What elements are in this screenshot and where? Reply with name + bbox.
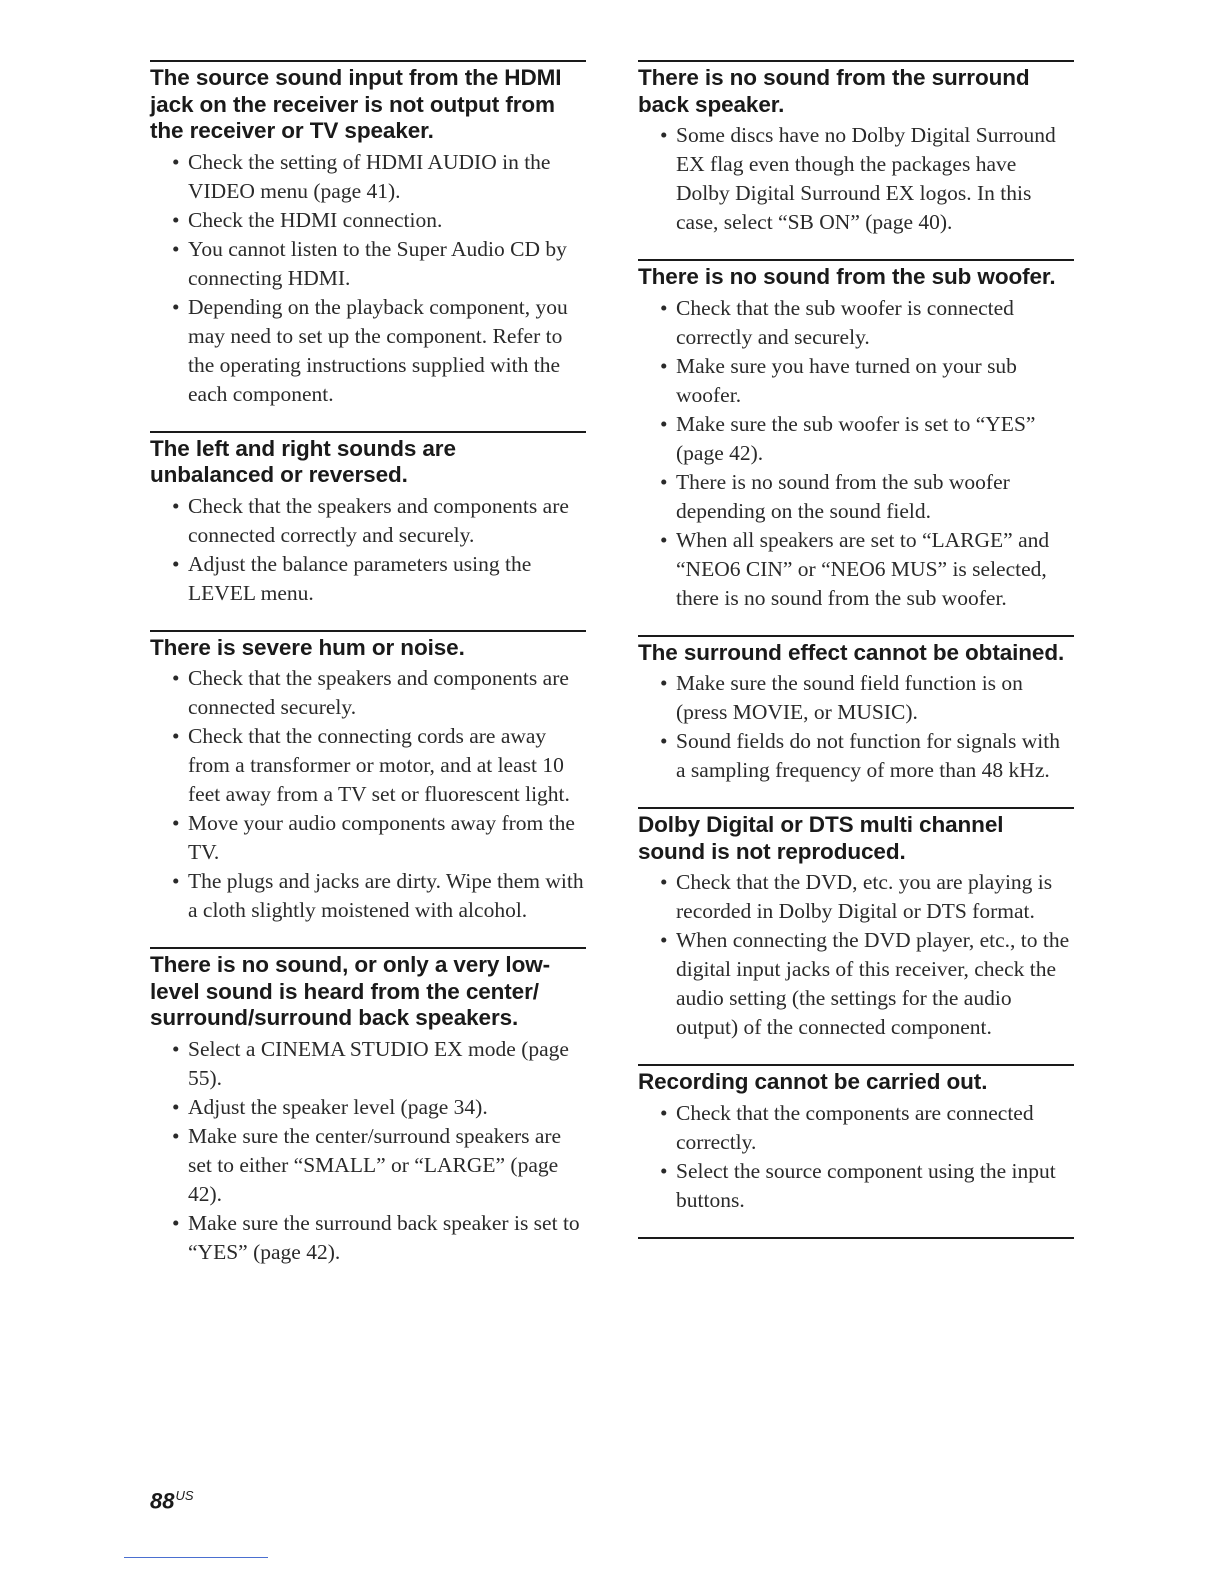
bullet-item: • When all speakers are set to “LARGE” and “NEO6 CIN” or “NEO6 MUS” is selected, there is no sound from the sub woofer.: [660, 526, 1074, 613]
bullet-item: • Select the source component using the input buttons.: [660, 1157, 1074, 1215]
bullet-item: • Check that the components are connected correctly.: [660, 1099, 1074, 1157]
bullet-list: [638, 121, 1074, 237]
bullet-list: [638, 669, 1074, 785]
bullet-item: • Adjust the balance parameters using the LEVEL menu.: [172, 550, 586, 608]
bullet-list: [150, 148, 586, 409]
section-heading: There is severe hum or noise.: [150, 634, 465, 660]
bullet-item: • Make sure you have turned on your sub woofer.: [660, 352, 1074, 410]
bullet-list: [638, 1099, 1074, 1215]
section-heading: The left and right sounds are unbalanced or reversed.: [150, 435, 456, 487]
bullet-item: • Make sure the surround back speaker is set to “YES” (page 42).: [172, 1209, 586, 1267]
section-heading: Recording cannot be carried out.: [638, 1069, 988, 1094]
section-heading: The surround effect cannot be obtained.: [638, 639, 1065, 665]
section-heading: There is no sound, or only a very low-level sound is heard from the center/ surround/surround back speakers.: [150, 952, 551, 1030]
troubleshooting-section: [638, 1064, 1074, 1215]
bullet-item: • Check that the speakers and components are connected securely.: [172, 664, 586, 722]
bullet-item: • Check that the sub woofer is connected correctly and securely.: [660, 294, 1074, 352]
bullet-list: [150, 492, 586, 608]
column-end-divider: [638, 1237, 1074, 1239]
bullet-item: • You cannot listen to the Super Audio CD by connecting HDMI.: [172, 235, 586, 293]
troubleshooting-section: [638, 259, 1074, 613]
bullet-list: [638, 868, 1074, 1042]
bullet-item: • Check that the connecting cords are away from a transformer or motor, and at least 10 feet away from a TV set or fluorescent light.: [172, 722, 586, 809]
section-heading: There is no sound from the surround back speaker.: [638, 65, 1030, 117]
bullet-item: • Make sure the sound field function is on (press MOVIE, or MUSIC).: [660, 669, 1074, 727]
section-heading: There is no sound from the sub woofer.: [638, 264, 1056, 289]
bullet-item: • Check the HDMI connection.: [172, 206, 586, 235]
section-heading: Dolby Digital or DTS multi channel sound is not reproduced.: [638, 812, 1004, 864]
bullet-item: • Move your audio components away from the TV.: [172, 809, 586, 867]
bullet-item: • When connecting the DVD player, etc., to the digital input jacks of this receiver, check the audio setting (the settings for the audio output) of the connected component.: [660, 926, 1074, 1042]
bullet-list: [150, 1035, 586, 1267]
bullet-item: • The plugs and jacks are dirty. Wipe them with a cloth slightly moistened with alcohol.: [172, 867, 586, 925]
bullet-item: • Depending on the playback component, you may need to set up the component. Refer to the operating instructions supplied with the each component.: [172, 293, 586, 409]
bullet-item: • Adjust the speaker level (page 34).: [172, 1093, 586, 1122]
section-heading: The source sound input from the HDMI jack on the receiver is not output from the receiver or TV speaker.: [150, 65, 562, 143]
page-number-value: 88: [150, 1488, 175, 1514]
bullet-item: • Sound fields do not function for signals with a sampling frequency of more than 48 kHz.: [660, 727, 1074, 785]
troubleshooting-section: [150, 947, 586, 1267]
bullet-item: • Check that the DVD, etc. you are playing is recorded in Dolby Digital or DTS format.: [660, 868, 1074, 926]
troubleshooting-section: [638, 635, 1074, 786]
bullet-item: • Select a CINEMA STUDIO EX mode (page 55).: [172, 1035, 586, 1093]
bullet-item: • Make sure the center/surround speakers are set to either “SMALL” or “LARGE” (page 42).: [172, 1122, 586, 1209]
bullet-item: • Check that the speakers and components are connected correctly and securely.: [172, 492, 586, 550]
bullet-list: [638, 294, 1074, 613]
bullet-item: • Some discs have no Dolby Digital Surround EX flag even though the packages have Dolby Digital Surround EX logos. In this case, select “SB ON” (page 40).: [660, 121, 1074, 237]
bullet-item: • Check the setting of HDMI AUDIO in the VIDEO menu (page 41).: [172, 148, 586, 206]
page-number: [150, 1488, 194, 1514]
troubleshooting-section: [150, 630, 586, 926]
troubleshooting-section: [638, 60, 1074, 237]
troubleshooting-section: [150, 60, 586, 409]
troubleshooting-section: [638, 807, 1074, 1042]
right-column: [638, 60, 1074, 1239]
troubleshooting-section: [150, 431, 586, 608]
page-number-suffix: US: [175, 1488, 194, 1503]
bullet-list: [150, 664, 586, 925]
bullet-item: • Make sure the sub woofer is set to “YES” (page 42).: [660, 410, 1074, 468]
footer-divider: [124, 1557, 268, 1558]
left-column: [150, 60, 586, 1267]
bullet-item: • There is no sound from the sub woofer depending on the sound field.: [660, 468, 1074, 526]
